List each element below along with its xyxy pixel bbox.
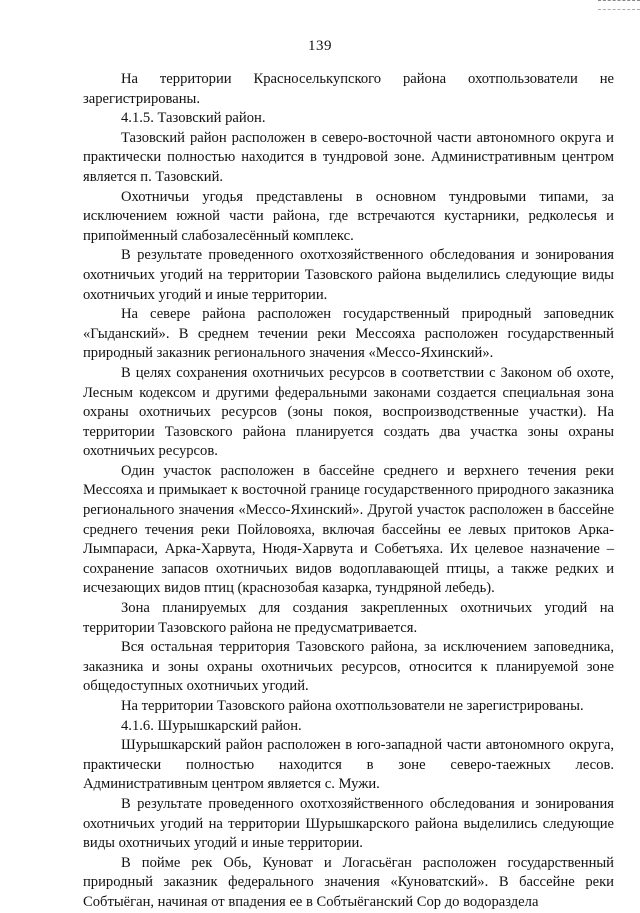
document-body bbox=[83, 70, 614, 913]
page-number: 139 bbox=[308, 38, 332, 54]
paragraph: На территории Тазовского района охотпользователи не зарегистрированы. bbox=[121, 698, 584, 714]
paragraph: На территории Красноселькупского района охотпользователи не зарегистрированы. bbox=[83, 71, 614, 107]
paragraph: Охотничьи угодья представлены в основном тундровыми типами, за исключением южной части района, где встречаются кустарники, редколесья и припойменный слабозалесённый комплекс. bbox=[83, 188, 614, 244]
section-heading: 4.1.6. Шурышкарский район. bbox=[121, 717, 302, 734]
paragraph: На севере района расположен государственный природный заповедник «Гыданский». В среднем течении реки Мессояха расположен государственный природный заказник регионального значения «Мессо-Яхинский». bbox=[83, 306, 614, 362]
paragraph: В пойме рек Обь, Куноват и Логасьёган расположен государственный природный заказник федерального значения «Куноватский». В бассейне реки Собтыёган, начиная от впадения ее в Собтыёганский Сор до водораздела bbox=[83, 854, 614, 910]
paragraph: Зона планируемых для создания закрепленных охотничьих угодий на территории Тазовского района не предусматривается. bbox=[83, 600, 614, 636]
paragraph: Один участок расположен в бассейне среднего и верхнего течения реки Мессояха и примыкает к восточной границе государственного природного заказника регионального значения «Мессо-Яхинский». Другой участок расположен в бассейне среднего течения реки Пойловояха, включая бассейны ее левых притоков Арка-Лымпараси, Арка-Харвута, Нюдя-Харвута и Собетъяха. Их целевое назначение – сохранение запасов охотничьих видов водоплавающей птицы, а также редких и исчезающих видов птиц (краснозобая казарка, тундряной лебедь). bbox=[83, 462, 614, 597]
paragraph: В целях сохранения охотничьих ресурсов в соответствии с Законом об охоте, Лесным кодексом и другими федеральными законами создается специальная зона охраны охотничьих ресурсов (зоны покоя, воспроизводственные участки). На территории Тазовского района планируется создать два участка зоны охраны охотничьих ресурсов. bbox=[83, 364, 614, 460]
section-heading: 4.1.5. Тазовский район. bbox=[121, 110, 266, 127]
paragraph: Шурышкарский район расположен в юго-западной части автономного округа, практически полностью находится в зоне северо-таежных лесов. Административным центром является с. Мужи. bbox=[83, 737, 614, 793]
paragraph: Вся остальная территория Тазовского района, за исключением заповедника, заказника и зоны охраны охотничьих ресурсов, относится к планируемой зоне общедоступных охотничьих угодий. bbox=[83, 639, 614, 695]
scan-corner-mark bbox=[598, 0, 640, 10]
paragraph: Тазовский район расположен в северо-восточной части автономного округа и практически полностью находится в тундровой зоне. Административным центром является п. Тазовский. bbox=[83, 129, 614, 185]
paragraph: В результате проведенного охотхозяйственного обследования и зонирования охотничьих угодий на территории Шурышкарского района выделились следующие виды охотничьих угодий и иные территории. bbox=[83, 795, 614, 852]
paragraph: В результате проведенного охотхозяйственного обследования и зонирования охотничьих угодий на территории Тазовского района выделились следующие виды охотничьих угодий и иные территории. bbox=[83, 247, 614, 303]
